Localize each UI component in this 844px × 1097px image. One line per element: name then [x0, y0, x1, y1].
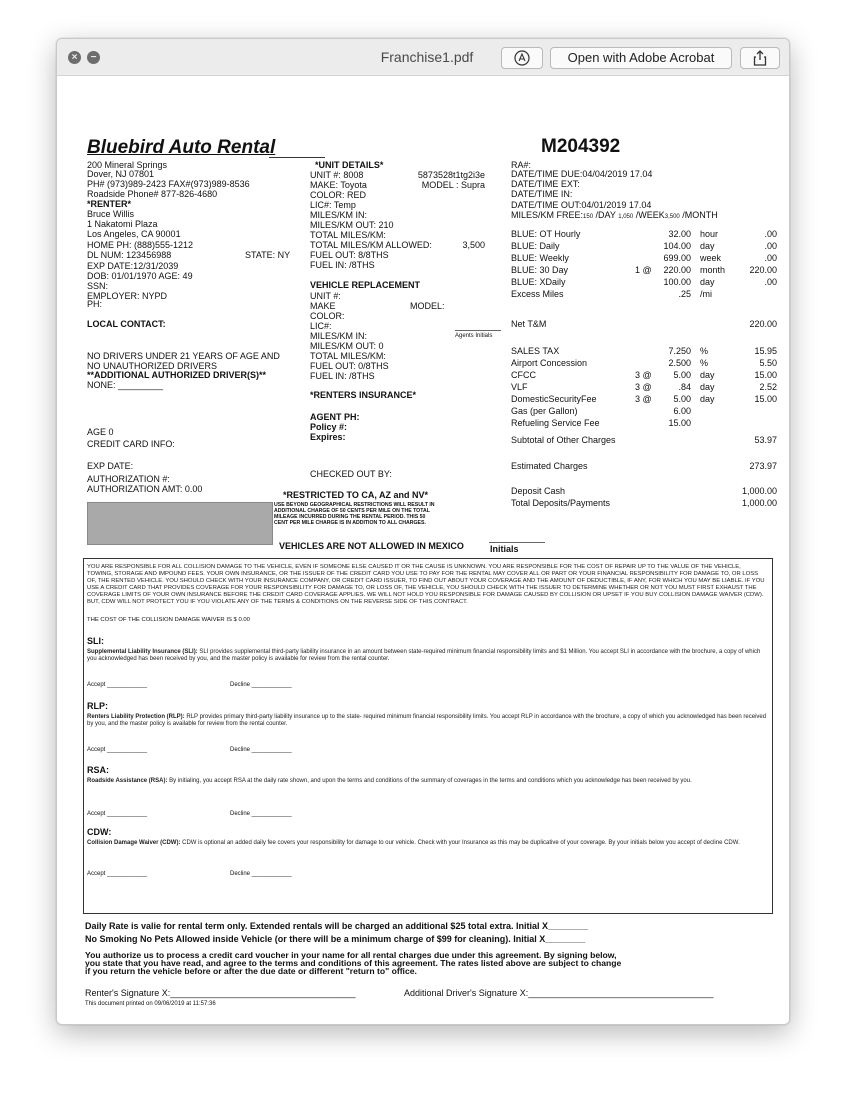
decline-line[interactable]: Decline ____________ [230, 811, 292, 817]
minimize-icon[interactable]: − [87, 51, 100, 64]
renter-city: Los Angeles, CA 90001 [87, 229, 181, 239]
fees-unit: day [700, 394, 715, 404]
total-deposits-label: Total Deposits/Payments [511, 498, 611, 508]
rates-amount: .25 [678, 289, 691, 299]
accept-line[interactable]: Accept ____________ [87, 871, 148, 877]
window-title: Franchise1.pdf [380, 49, 474, 65]
miles-free-day: 150 [583, 214, 594, 220]
additional-drivers-none: NONE: _________ [87, 380, 164, 390]
decline-line[interactable]: Decline ____________ [230, 871, 292, 877]
restriction-note-line: CENT PER MILE CHARGE IS IN ADDITION TO ALL CHARGES. [274, 520, 426, 526]
renters-insurance-heading: *RENTERS INSURANCE* [310, 390, 417, 400]
rates-total: .00 [764, 229, 777, 239]
miles-free-day-label: /DAY [593, 210, 619, 220]
unit-detail-label: MAKE: Toyota [310, 180, 367, 190]
total-deposits-value: 1,000.00 [741, 498, 777, 508]
credit-card-label: CREDIT CARD INFO: [87, 439, 175, 449]
rates-total: 220.00 [749, 265, 777, 275]
company-name: Bluebird Auto Rental [87, 137, 276, 158]
daily-rate-notice: Daily Rate is valie for rental term only. Extended rentals will be charged an additional $25 total extra. Initial X________ [85, 921, 589, 931]
miles-free-label: MILES/KM FREE: [511, 210, 584, 220]
fees-total: 15.00 [754, 370, 777, 380]
replacement-detail-label: MAKE [310, 301, 336, 311]
company-address-line: 200 Mineral Springs [87, 160, 168, 170]
section-text [87, 778, 767, 785]
renter-home-phone: HOME PH: (888)555-1212 [87, 240, 194, 250]
unit-detail-value: MODEL : Supra [421, 180, 485, 190]
date-time-in: DATE/TIME IN: [511, 189, 573, 199]
restriction-note-line: ADDITIONAL CHARGE OF 50 CENTS PER MILE ON THE TOTAL [274, 508, 430, 514]
policy-number-label: Policy #: [310, 422, 348, 432]
date-time-ext: DATE/TIME EXT: [511, 179, 580, 189]
rates-unit: month [700, 265, 726, 275]
title-bar [57, 39, 789, 76]
redacted-box [87, 502, 273, 545]
fees-total: 15.95 [754, 346, 777, 356]
driver-policy-line: NO DRIVERS UNDER 21 YEARS OF AGE AND [87, 351, 280, 361]
deposit-label: Deposit Cash [511, 486, 566, 496]
unit-detail-label: COLOR: RED [310, 190, 367, 200]
close-icon[interactable]: × [68, 51, 81, 64]
fees-amount: 7.250 [668, 346, 691, 356]
date-time-out: DATE/TIME OUT:04/01/2019 17.04 [511, 200, 652, 210]
replacement-detail-label: COLOR: [310, 311, 345, 321]
rates-name: Excess Miles [511, 289, 564, 299]
rates-unit: day [700, 241, 715, 251]
no-smoking-notice: No Smoking No Pets Allowed inside Vehicle (or there will be a minimum charge of $99 for cleaning). Initial X________ [85, 934, 586, 944]
cdw-disclaimer: YOU ARE RESPONSIBLE FOR ALL COLLISION DAMAGE TO THE VEHICLE, EVEN IF SOMEONE ELSE CAUSED IT OR THE CAUSE IS UNKNOWN. YOU ARE RESPONSIBLE FOR THE COST OF REPAIR UP TO THE VALUE OF THE VEHICLE, TOWING, STORAGE AND IMPOUND FEES. YOUR OWN INSURANCE, OR THE ISSUER OF THE CREDIT CARD YOU USE TO PAY FOR THE RENTAL MAY COVER ALL OR PART OR YOUR FINANCIAL RESPONSIBILITY FOR DAMAGE TO, OR LOSS OF, THE RENTED VEHICLE. YOU SHOULD CHECK WITH YOUR INSURANCE COMPANY, OR CREDIT CARD ISSUER, TO FIND OUT ABOUT YOUR COVERAGE AND THE AMOUNT OF DEDUCTIBLE, IF ANY, FOR WHICH YOU MAY BE LIABLE. IF YOU USE A CREDIT CARD THAT PROVIDES COVERAGE FOR YOUR RESPONSIBILITY FOR DAMAGE TO, OR LOSS OF, THE VEHICLE, YOU SHOULD CHECK WITH THE ISSUER TO DETERMINE WHETHER OR NOT YOU MUST FIRST EXHAUST THE COVERAGE LIMITS OF YOUR OWN INSURANCE BEFORE THE CREDIT CARD COVERAGE APPLIES. WE WILL NOT HOLD YOU RESPONSIBLE FOR DAMAGE CAUSED BY COLLISION OR UPSET IF YOU BUY COLLISION DAMAGE WAIVER (CDW). BUT, CDW WILL NOT PROTECT YOU IF YOU VIOLATE ANY OF THE TERMS & CONDITIONS ON THE REVERSE SIDE OF THIS CONTRACT. [87, 564, 765, 605]
roadside-phone: Roadside Phone# 877-826-4680 [87, 189, 218, 199]
pdf-page [57, 76, 789, 1024]
rates-unit: /mi [700, 289, 712, 299]
rates-unit: day [700, 277, 715, 287]
replacement-detail-label: FUEL IN: /8THS [310, 371, 375, 381]
net-tm-value: 220.00 [749, 319, 777, 329]
unit-detail-label: FUEL IN: /8THS [310, 260, 375, 270]
decline-line[interactable]: Decline ____________ [230, 682, 292, 688]
share-icon [753, 50, 767, 66]
fees-unit: % [700, 358, 709, 368]
fees-unit: % [700, 346, 709, 356]
accept-line[interactable]: Accept ____________ [87, 682, 148, 688]
rates-total: .00 [764, 241, 777, 251]
company-address-line: Dover, NJ 07801 [87, 169, 155, 179]
fees-qty: 3 @ [635, 370, 652, 380]
renter-employer-phone: PH: [87, 299, 103, 309]
section-body: CDW is optional an added daily fee covers your responsibility for damage to our vehicle. Check with your Insurance as this may be duplicative of your coverage. By your initials below you accept of decline CDW. [180, 840, 740, 846]
replacement-detail-label: TOTAL MILES/KM: [310, 351, 386, 361]
fees-name: Refueling Service Fee [511, 418, 600, 428]
section-heading: RLP: [87, 701, 108, 711]
rates-name: BLUE: OT Hourly [511, 229, 581, 239]
rates-unit: hour [700, 229, 719, 239]
fees-amount: .84 [678, 382, 691, 392]
additional-drivers-heading: **ADDITIONAL AUTHORIZED DRIVER(S)** [87, 370, 267, 380]
unit-detail-label: FUEL OUT: 8/8THS [310, 250, 389, 260]
renter-dl-exp: EXP DATE:12/31/2039 [87, 261, 179, 271]
rates-amount: 100.00 [663, 277, 691, 287]
cdw-cost: THE COST OF THE COLLISION DAMAGE WAIVER IS $ 0.00 [87, 617, 250, 623]
authorization-text: You authorize us to process a credit card voucher in your name for all rental charges due under this agreement. By signing below, [85, 950, 617, 960]
rates-total: .00 [764, 277, 777, 287]
fees-total: 15.00 [754, 394, 777, 404]
authorization-number: AUTHORIZATION #: [87, 474, 170, 484]
initials-line [489, 542, 545, 543]
date-time-due: DATE/TIME DUE:04/04/2019 17.04 [511, 169, 653, 179]
fees-name: Gas (per Gallon) [511, 406, 578, 416]
deposit-value: 1,000.00 [741, 486, 777, 496]
local-contact-label: LOCAL CONTACT: [87, 319, 166, 329]
fees-amount: 6.00 [673, 406, 691, 416]
card-exp-date: EXP DATE: [87, 461, 134, 471]
company-phone: PH# (973)989-2423 FAX#(973)989-8536 [87, 179, 250, 189]
miles-free-month: 3,500 [664, 214, 680, 220]
fees-qty: 3 @ [635, 394, 652, 404]
fees-amount: 2.500 [668, 358, 691, 368]
section-text [87, 714, 767, 728]
unit-detail-label: TOTAL MILES/KM ALLOWED: [310, 240, 432, 250]
section-body: RLP provides primary third-party liability insurance up to the state- required minimum financial responsibility limits. You accept RLP in accordance with the brochure, a copy of which you acknowledged has been received by you, and the master policy is available for review from the rental counter. [87, 714, 767, 727]
rates-amount: 220.00 [663, 265, 691, 275]
fees-unit: day [700, 382, 715, 392]
subtotal-label: Subtotal of Other Charges [511, 435, 616, 445]
unit-detail-label: MILES/KM OUT: 210 [310, 220, 394, 230]
rates-amount: 32.00 [668, 229, 691, 239]
accept-line[interactable]: Accept ____________ [87, 811, 148, 817]
section-body: By initialing, you accept RSA at the daily rate shown, and upon the terms and conditions of the summary of coverages in the terms and conditions which you acknowledge has been received by you. [167, 778, 692, 784]
section-lead: Collision Damage Waiver (CDW): [87, 840, 181, 846]
subtotal-value: 53.97 [754, 435, 777, 445]
agents-initials-label: Agents Initials [455, 333, 493, 339]
printed-on: This document printed on 09/06/2019 at 11:57:36 [85, 1001, 216, 1007]
fees-amount: 15.00 [668, 418, 691, 428]
additional-driver-signature-line[interactable]: Additional Driver's Signature X:_____________________________________ [404, 988, 714, 998]
renter-ssn: SSN: [87, 281, 109, 291]
fees-name: VLF [511, 382, 528, 392]
fees-name: SALES TAX [511, 346, 560, 356]
renter-dl-state: STATE: NY [245, 250, 291, 260]
checked-out-by-label: CHECKED OUT BY: [310, 469, 392, 479]
replacement-detail-label: MILES/KM IN: [310, 331, 368, 341]
section-lead: Roadside Assistance (RSA): [87, 778, 168, 784]
agents-initials-line [455, 330, 501, 331]
replacement-detail-label: LIC#: [310, 321, 332, 331]
miles-free-month-label: /MONTH [679, 210, 718, 220]
unit-detail-label: UNIT #: 8008 [310, 170, 364, 180]
markup-button[interactable] [501, 47, 543, 69]
estimated-value: 273.97 [749, 461, 777, 471]
rates-name: BLUE: 30 Day [511, 265, 569, 275]
fees-name: Airport Concession [511, 358, 588, 368]
restricted-states: *RESTRICTED TO CA, AZ and NV* [283, 490, 429, 500]
preview-window [56, 38, 790, 1025]
section-lead: Supplemental Liability Insurance (SLI): [87, 649, 198, 655]
fees-name: DomesticSecurityFee [511, 394, 597, 404]
rates-name: BLUE: XDaily [511, 277, 566, 287]
replacement-detail-label: UNIT #: [310, 291, 341, 301]
authorization-text: you state that you have read, and agree to the terms and conditions of this agreement. The rates listed above are subject to change [85, 958, 622, 968]
replacement-detail-label: MILES/KM OUT: 0 [310, 341, 384, 351]
rates-amount: 699.00 [663, 253, 691, 263]
section-body: SLI provides supplemental third-party liability insurance in an amount between state-required minimum financial responsibility limits and $1 Million. You accept SLI in accordance with the brochure, a copy of which you acknowledged has been received by you, and the master policy is available for review from the rental counter. [87, 649, 761, 662]
miles-free-week: 1,050 [618, 214, 634, 220]
no-mexico-notice: VEHICLES ARE NOT ALLOWED IN MEXICO [279, 541, 464, 551]
renter-employer: EMPLOYER: NYPD [87, 291, 168, 301]
unit-detail-value: 5873528t1tg2i3e [417, 170, 485, 180]
fees-total: 5.50 [759, 358, 777, 368]
decline-line[interactable]: Decline ____________ [230, 747, 292, 753]
contract-number: M204392 [541, 136, 621, 157]
driver-policy-line: NO UNAUTHORIZED DRIVERS [87, 361, 218, 371]
fees-unit: day [700, 370, 715, 380]
open-with-acrobat-button[interactable]: Open with Adobe Acrobat [550, 47, 732, 69]
authorization-text: if you return the vehicle before or after the due date or different "return to" office. [85, 966, 417, 976]
agent-phone-label: AGENT PH: [310, 412, 360, 422]
section-heading: CDW: [87, 827, 112, 837]
section-heading: SLI: [87, 636, 104, 646]
miles-free-line [511, 210, 718, 221]
miles-free-week-label: /WEEK [633, 210, 665, 220]
rates-unit: week [700, 253, 722, 263]
replacement-detail-label: FUEL OUT: 0/8THS [310, 361, 389, 371]
renter-address: 1 Nakatomi Plaza [87, 219, 158, 229]
driver-age: AGE 0 [87, 427, 114, 437]
ra-number: RA#: [511, 160, 532, 170]
share-button[interactable] [740, 47, 780, 69]
rates-name: BLUE: Weekly [511, 253, 569, 263]
company-underline [269, 157, 325, 158]
net-tm-label: Net T&M [511, 319, 547, 329]
fees-name: CFCC [511, 370, 536, 380]
unit-details-heading: *UNIT DETAILS* [315, 160, 384, 170]
restriction-note-line: USE BEYOND GEOGRAPHICAL RESTRICTIONS WILL RESULT IN [274, 502, 435, 508]
restriction-note-line: MILEAGE INCURRED DURING THE RENTAL PERIOD. THIS 50 [274, 514, 426, 520]
coverage-box [83, 558, 773, 914]
accept-line[interactable]: Accept ____________ [87, 747, 148, 753]
renter-heading: *RENTER* [87, 199, 132, 209]
policy-expires-label: Expires: [310, 432, 346, 442]
rates-qty: 1 @ [635, 265, 652, 275]
authorization-amount: AUTHORIZATION AMT: 0.00 [87, 484, 203, 494]
rates-total: .00 [764, 253, 777, 263]
fees-qty: 3 @ [635, 382, 652, 392]
vehicle-replacement-heading: VEHICLE REPLACEMENT [310, 280, 421, 290]
section-text [87, 840, 767, 847]
replacement-detail-value: MODEL: [410, 301, 445, 311]
unit-detail-label: MILES/KM IN: [310, 210, 368, 220]
section-heading: RSA: [87, 765, 109, 775]
section-lead: Renters Liability Protection (RLP): [87, 714, 185, 720]
unit-detail-value: 3,500 [462, 240, 485, 250]
renter-dob-age: DOB: 01/01/1970 AGE: 49 [87, 271, 193, 281]
estimated-label: Estimated Charges [511, 461, 588, 471]
fees-total: 2.52 [759, 382, 777, 392]
markup-pen-icon [514, 50, 530, 66]
initials-label: Initials [490, 544, 519, 554]
renter-name: Bruce Willis [87, 209, 135, 219]
rates-name: BLUE: Daily [511, 241, 560, 251]
unit-detail-label: TOTAL MILES/KM: [310, 230, 386, 240]
section-text [87, 649, 767, 663]
renter-signature-line[interactable]: Renter's Signature X:_____________________________________ [85, 988, 356, 998]
renter-dl-number: DL NUM: 123456988 [87, 250, 172, 260]
unit-detail-label: LIC#: Temp [310, 200, 356, 210]
fees-amount: 5.00 [673, 394, 691, 404]
fees-amount: 5.00 [673, 370, 691, 380]
rates-amount: 104.00 [663, 241, 691, 251]
